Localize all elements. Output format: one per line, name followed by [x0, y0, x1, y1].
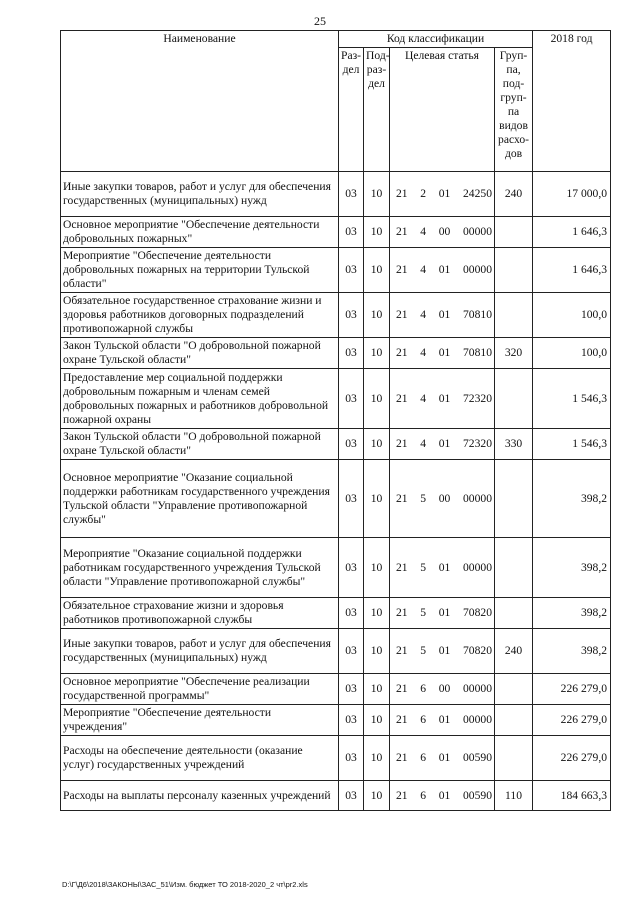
- row-target: [390, 598, 495, 629]
- row-target-direction: 00000: [463, 713, 492, 726]
- row-target-event: 00: [438, 491, 451, 505]
- row-podrazdel: 10: [364, 598, 390, 629]
- table-row: [61, 369, 611, 429]
- row-target-direction: 00590: [463, 751, 492, 764]
- row-target-program: 21: [396, 391, 408, 405]
- row-razdel: 03: [339, 674, 364, 705]
- table-body: [61, 172, 611, 811]
- row-target-program: 21: [396, 644, 408, 657]
- row-target-event: 01: [438, 308, 451, 321]
- row-group: [495, 538, 533, 598]
- row-razdel: 03: [339, 629, 364, 674]
- row-name: Мероприятие "Оказание социальной поддержки работникам государственного учреждения Тульской области "Управление противопожарной службы": [61, 538, 339, 598]
- row-target-subprogram: 5: [420, 560, 427, 574]
- file-path-footer: D:\Г\Д6\2018\ЗАКОНЫ\ЗАС_51\Изм. бюджет ТО 2018-2020_2 чт\pr2.xls: [62, 880, 308, 889]
- row-target-direction: 00000: [463, 263, 492, 276]
- row-target-program: 21: [396, 263, 408, 276]
- row-target: [390, 736, 495, 781]
- row-target-direction: 00000: [463, 225, 492, 238]
- row-podrazdel: 10: [364, 248, 390, 293]
- row-target-subprogram: 2: [420, 187, 427, 200]
- row-target-program: 21: [396, 751, 408, 764]
- table-row: [61, 460, 611, 538]
- row-name: Мероприятие "Обеспечение деятельности учреждения": [61, 705, 339, 736]
- row-value: 1 646,3: [533, 248, 611, 293]
- row-target-program: 21: [396, 713, 408, 726]
- row-razdel: 03: [339, 705, 364, 736]
- row-target-event: 01: [438, 644, 451, 657]
- row-razdel: 03: [339, 429, 364, 460]
- table-row: [61, 736, 611, 781]
- row-name: Основное мероприятие "Оказание социальной поддержки работникам государственного учреждения Тульской области "Управление противопожарной службы": [61, 460, 339, 538]
- table-row: [61, 429, 611, 460]
- row-group: [495, 248, 533, 293]
- row-value: 100,0: [533, 338, 611, 369]
- row-podrazdel: 10: [364, 293, 390, 338]
- row-value: 184 663,3: [533, 781, 611, 811]
- row-target-program: 21: [396, 308, 408, 321]
- row-value: 1 546,3: [533, 429, 611, 460]
- header-podrazdel: Под- раз- дел: [364, 48, 390, 172]
- row-name: Мероприятие "Обеспечение деятельности добровольных пожарных на территории Тульской области": [61, 248, 339, 293]
- row-target-subprogram: 5: [420, 491, 427, 505]
- table-row: [61, 629, 611, 674]
- table-row: [61, 217, 611, 248]
- row-group: 320: [495, 338, 533, 369]
- row-group: 240: [495, 172, 533, 217]
- row-podrazdel: 10: [364, 674, 390, 705]
- row-value: 1 646,3: [533, 217, 611, 248]
- row-target-subprogram: 5: [420, 606, 427, 619]
- header-code: Код классификации: [339, 31, 533, 48]
- row-target-subprogram: 6: [420, 682, 427, 695]
- row-target-direction: 00000: [463, 682, 492, 695]
- row-name: Обязательное государственное страхование жизни и здоровья работников договорных подразделений противопожарной службы: [61, 293, 339, 338]
- row-value: 226 279,0: [533, 705, 611, 736]
- row-podrazdel: 10: [364, 217, 390, 248]
- row-podrazdel: 10: [364, 172, 390, 217]
- row-razdel: 03: [339, 293, 364, 338]
- row-target-program: 21: [396, 437, 408, 450]
- row-target-event: 00: [438, 682, 451, 695]
- row-target-program: 21: [396, 682, 408, 695]
- row-target-event: 01: [438, 606, 451, 619]
- row-value: 398,2: [533, 460, 611, 538]
- row-podrazdel: 10: [364, 338, 390, 369]
- row-razdel: 03: [339, 538, 364, 598]
- row-target: [390, 460, 495, 538]
- row-name: Расходы на обеспечение деятельности (оказание услуг) государственных учреждений: [61, 736, 339, 781]
- row-podrazdel: 10: [364, 629, 390, 674]
- row-value: 226 279,0: [533, 674, 611, 705]
- row-group: [495, 217, 533, 248]
- table-row: [61, 781, 611, 811]
- row-target-event: 01: [438, 751, 451, 764]
- row-target-direction: 00000: [463, 560, 492, 574]
- row-razdel: 03: [339, 217, 364, 248]
- row-razdel: 03: [339, 781, 364, 811]
- row-target-event: 01: [438, 391, 451, 405]
- row-name: Закон Тульской области "О добровольной пожарной охране Тульской области": [61, 429, 339, 460]
- row-podrazdel: 10: [364, 736, 390, 781]
- row-podrazdel: 10: [364, 705, 390, 736]
- page-number: 25: [314, 14, 326, 28]
- row-target-subprogram: 4: [420, 346, 427, 359]
- row-target-subprogram: 4: [420, 263, 427, 276]
- row-group: [495, 293, 533, 338]
- row-target-direction: 00000: [463, 491, 492, 505]
- row-target-direction: 72320: [463, 437, 492, 450]
- row-target: [390, 429, 495, 460]
- row-podrazdel: 10: [364, 538, 390, 598]
- row-group: [495, 460, 533, 538]
- row-target-program: 21: [396, 560, 408, 574]
- row-name: Основное мероприятие "Обеспечение деятельности добровольных пожарных": [61, 217, 339, 248]
- row-target: [390, 369, 495, 429]
- table-row: [61, 172, 611, 217]
- row-target-direction: 70810: [463, 308, 492, 321]
- row-group: 330: [495, 429, 533, 460]
- row-target-program: 21: [396, 606, 408, 619]
- row-group: [495, 369, 533, 429]
- row-target: [390, 293, 495, 338]
- row-target-event: 01: [438, 187, 451, 200]
- row-target: [390, 217, 495, 248]
- row-podrazdel: 10: [364, 429, 390, 460]
- row-target-program: 21: [396, 187, 408, 200]
- row-razdel: 03: [339, 369, 364, 429]
- row-name: Основное мероприятие "Обеспечение реализации государственной программы": [61, 674, 339, 705]
- row-target: [390, 705, 495, 736]
- row-group: [495, 736, 533, 781]
- row-razdel: 03: [339, 598, 364, 629]
- row-podrazdel: 10: [364, 369, 390, 429]
- row-target-event: 01: [438, 560, 451, 574]
- row-target: [390, 172, 495, 217]
- row-razdel: 03: [339, 172, 364, 217]
- row-target-direction: 00590: [463, 788, 492, 802]
- row-target: [390, 248, 495, 293]
- row-podrazdel: 10: [364, 460, 390, 538]
- row-target-direction: 24250: [463, 187, 492, 200]
- row-value: 398,2: [533, 629, 611, 674]
- row-target-event: 01: [438, 788, 451, 802]
- row-group: [495, 674, 533, 705]
- row-target: [390, 629, 495, 674]
- row-target-program: 21: [396, 346, 408, 359]
- header-target: Целевая статья: [390, 48, 495, 172]
- header-razdel: Раз- дел: [339, 48, 364, 172]
- row-razdel: 03: [339, 460, 364, 538]
- row-name: Предоставление мер социальной поддержки добровольным пожарным и членам семей добровольных пожарных и работников добровольной пожарной охраны: [61, 369, 339, 429]
- row-value: 398,2: [533, 538, 611, 598]
- row-name: Расходы на выплаты персоналу казенных учреждений: [61, 781, 339, 811]
- row-target-direction: 70820: [463, 606, 492, 619]
- table-row: [61, 538, 611, 598]
- row-target-program: 21: [396, 225, 408, 238]
- row-target-subprogram: 6: [420, 788, 427, 802]
- header-group: Груп- па, под- груп- па видов расхо- дов: [495, 48, 533, 172]
- row-name: Иные закупки товаров, работ и услуг для обеспечения государственных (муниципальных) нужд: [61, 172, 339, 217]
- table-row: [61, 674, 611, 705]
- row-target-subprogram: 4: [420, 308, 427, 321]
- row-target: [390, 674, 495, 705]
- row-target-subprogram: 4: [420, 225, 427, 238]
- row-target-event: 00: [438, 225, 451, 238]
- table-row: [61, 705, 611, 736]
- row-value: 226 279,0: [533, 736, 611, 781]
- row-name: Закон Тульской области "О добровольной пожарной охране Тульской области": [61, 338, 339, 369]
- row-name: Иные закупки товаров, работ и услуг для обеспечения государственных (муниципальных) нужд: [61, 629, 339, 674]
- row-target-event: 01: [438, 346, 451, 359]
- table-row: [61, 338, 611, 369]
- row-target: [390, 781, 495, 811]
- row-name: Обязательное страхование жизни и здоровья работников противопожарной службы: [61, 598, 339, 629]
- row-target-program: 21: [396, 491, 408, 505]
- row-value: 398,2: [533, 598, 611, 629]
- row-group: 240: [495, 629, 533, 674]
- row-target-event: 01: [438, 713, 451, 726]
- header-name: Наименование: [61, 31, 339, 172]
- budget-table: [60, 30, 611, 811]
- row-group: [495, 705, 533, 736]
- table-row: [61, 598, 611, 629]
- row-target-subprogram: 6: [420, 713, 427, 726]
- row-target-program: 21: [396, 788, 408, 802]
- row-target-direction: 70820: [463, 644, 492, 657]
- row-target: [390, 338, 495, 369]
- row-podrazdel: 10: [364, 781, 390, 811]
- row-target-subprogram: 6: [420, 751, 427, 764]
- row-group: 110: [495, 781, 533, 811]
- table-row: [61, 248, 611, 293]
- row-value: 100,0: [533, 293, 611, 338]
- header-year: 2018 год: [533, 31, 611, 172]
- row-target-event: 01: [438, 437, 451, 450]
- row-target-subprogram: 4: [420, 391, 427, 405]
- row-razdel: 03: [339, 736, 364, 781]
- row-razdel: 03: [339, 248, 364, 293]
- row-value: 17 000,0: [533, 172, 611, 217]
- row-target-direction: 70810: [463, 346, 492, 359]
- row-razdel: 03: [339, 338, 364, 369]
- table-row: [61, 293, 611, 338]
- row-target-event: 01: [438, 263, 451, 276]
- row-value: 1 546,3: [533, 369, 611, 429]
- row-target-subprogram: 4: [420, 437, 427, 450]
- row-target: [390, 538, 495, 598]
- row-group: [495, 598, 533, 629]
- row-target-subprogram: 5: [420, 644, 427, 657]
- row-target-direction: 72320: [463, 391, 492, 405]
